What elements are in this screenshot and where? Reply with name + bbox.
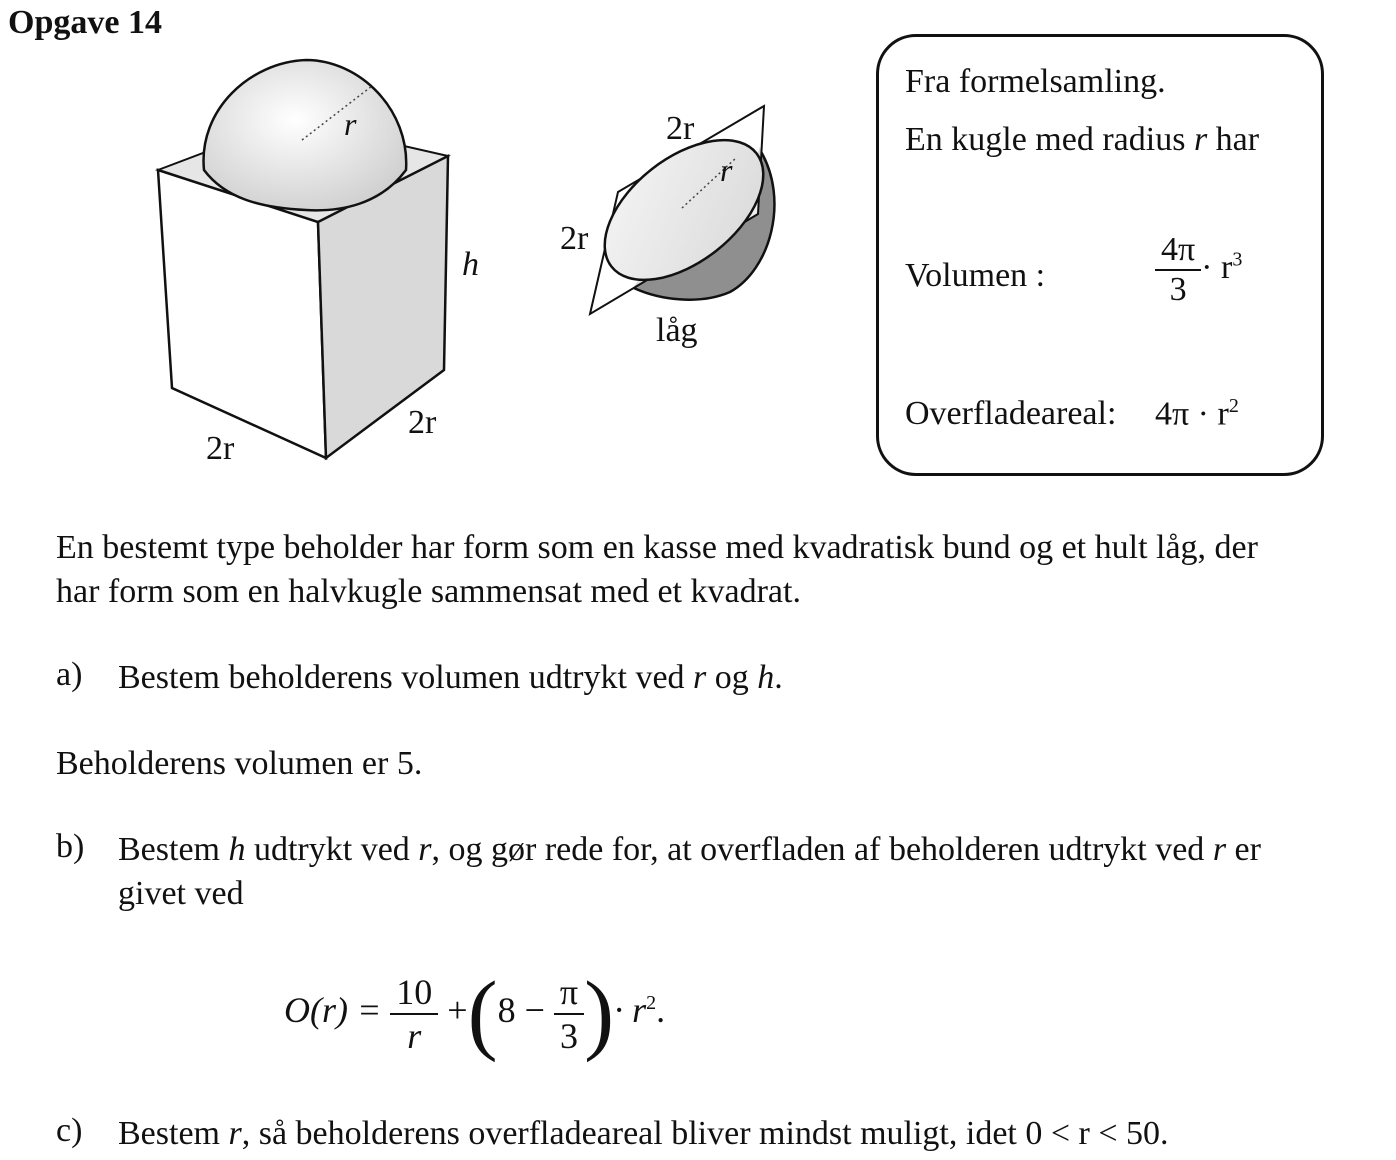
surface-formula: $4\pi \cdot r^2$ — [1155, 395, 1239, 433]
surface-equation: O(r) = $\frac{10}{r}$ +(8 − $\frac{\pi}{3}$ )· $r^2$. — [284, 964, 666, 1063]
question-a-text: Bestem beholderens volumen udtrykt ved r og h. — [118, 659, 783, 696]
question-b-label: b) — [56, 828, 85, 865]
box-side-left-label: 2r — [206, 430, 235, 467]
volume-label: Volumen : — [905, 257, 1046, 294]
hemisphere-shape — [204, 60, 407, 210]
question-c-label: c) — [56, 1112, 83, 1149]
formula-heading: Fra formelsamling. — [905, 63, 1166, 100]
formula-box — [876, 34, 1324, 476]
question-a-label: a) — [56, 656, 83, 693]
question-c-text: Bestem r, så beholderens overfladeareal bliver mindst muligt, idet 0 < r < 50. — [118, 1115, 1169, 1152]
question-b-text: Bestem h udtrykt ved r, og gør rede for, at overfladen af beholderen udtrykt ved r er givet ved — [118, 831, 1261, 912]
surface-label: Overfladeareal: — [905, 395, 1117, 432]
box-radius-label: r — [344, 106, 357, 142]
box-side-right-label: 2r — [408, 404, 437, 441]
volume-statement: Beholderens volumen er 5. — [56, 745, 423, 782]
box-height-label: h — [462, 246, 479, 283]
volume-formula: $\frac{4\pi}{3}$ · $r^3$ — [1155, 231, 1242, 309]
lid-caption: låg — [656, 312, 698, 349]
lid-left-label: 2r — [560, 220, 589, 257]
formula-intro: En kugle med radius r har — [905, 121, 1260, 158]
lid-radius-label: r — [720, 152, 733, 188]
exercise-title: Opgave 14 — [8, 4, 162, 41]
intro-paragraph: En bestemt type beholder har form som en kasse med kvadratisk bund og et hult låg, der har form som en halvkugle sammensat med et kvadrat. — [56, 529, 1258, 610]
lid-top-label: 2r — [666, 110, 695, 147]
